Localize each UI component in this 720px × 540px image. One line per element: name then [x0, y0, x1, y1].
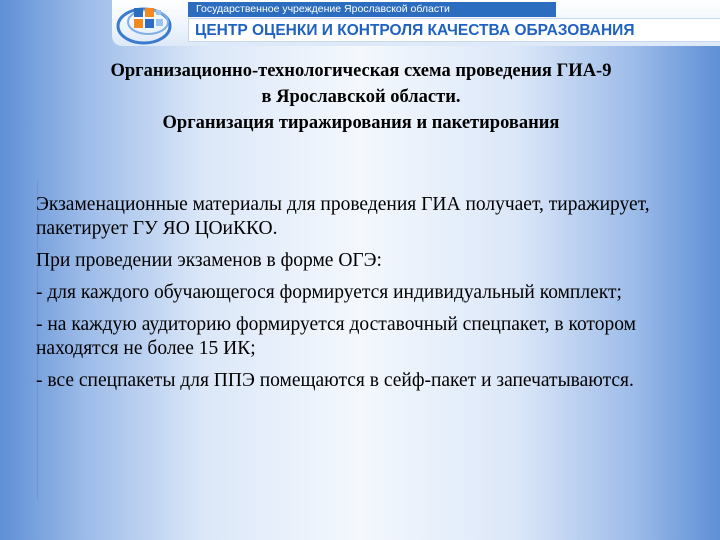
- title-line-1: Организационно-технологическая схема проведения ГИА-9: [110, 61, 612, 81]
- body-list-item: - на каждую аудиторию формируется доставочный спецпакет, в котором находятся не более 15 ИК;: [36, 314, 636, 359]
- title-line-3: Организация тиражирования и пакетирования: [162, 113, 560, 133]
- header-banner: [112, 0, 720, 46]
- organization-type-label: Государственное учреждение Ярославской области: [188, 2, 556, 17]
- body-paragraph: Экзаменационные материалы для проведения ГИА получает, тиражирует, пакетирует ГУ ЯО ЦОиККО.: [36, 194, 650, 239]
- center-logo-icon: [114, 0, 184, 46]
- title-line-2: в Ярославской области.: [261, 87, 461, 107]
- slide-title: [26, 58, 696, 136]
- organization-name: ЦЕНТР ОЦЕНКИ И КОНТРОЛЯ КАЧЕСТВА ОБРАЗОВАНИЯ: [188, 18, 720, 42]
- body-paragraph: При проведении экзаменов в форме ОГЭ:: [36, 250, 382, 271]
- slide-body: [36, 193, 701, 401]
- body-list-item: - для каждого обучающегося формируется индивидуальный комплект;: [36, 282, 622, 303]
- body-list-item: - все спецпакеты для ППЭ помещаются в сейф-пакет и запечатываются.: [36, 370, 634, 391]
